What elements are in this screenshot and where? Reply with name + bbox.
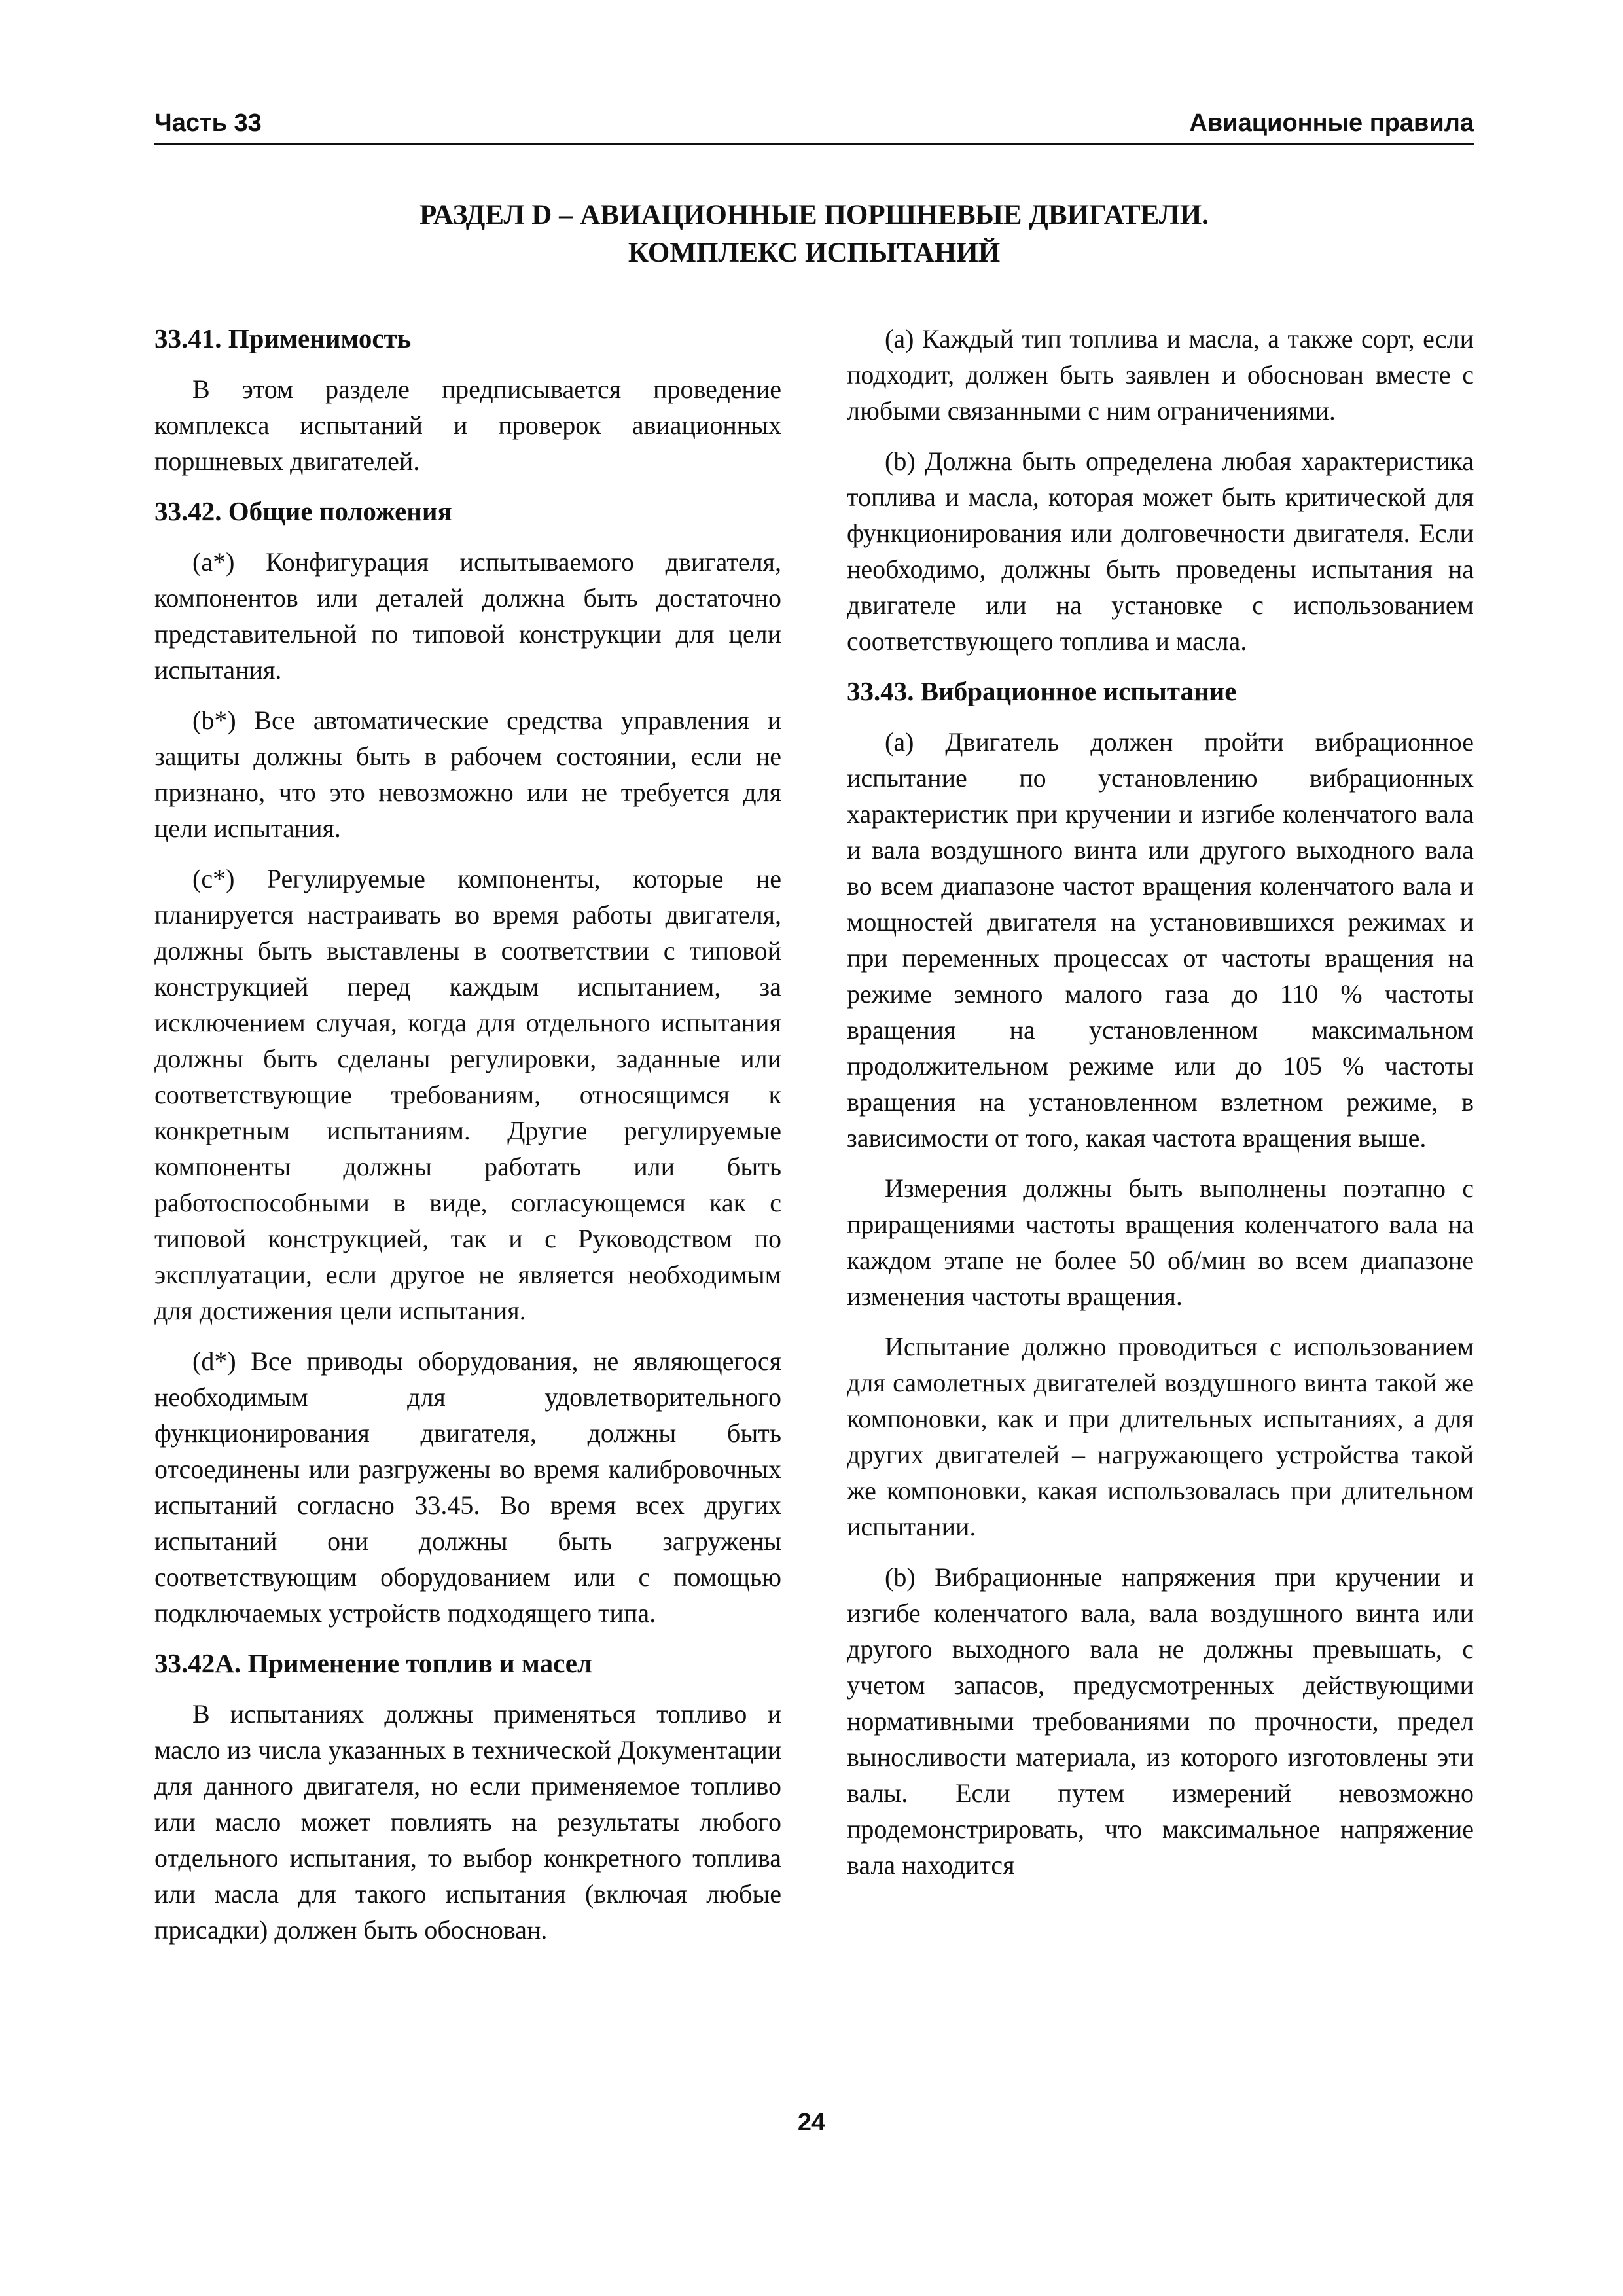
header-rules-title: Авиационные правила (1189, 109, 1474, 137)
section-title-line-1: РАЗДЕЛ D – АВИАЦИОННЫЕ ПОРШНЕВЫЕ ДВИГАТЕЛИ. (419, 200, 1209, 230)
paragraph-33-42-a: (а*) Конфигурация испытываемого двигателя, компонентов или деталей должна быть достаточно представительной по типовой конструкции для цели испытания. (154, 547, 781, 685)
paragraph-33-42A-a: (a) Каждый тип топлива и масла, а также сорт, если подходит, должен быть заявлен и обоснован вместе с любыми связанными с ним ограничениями. (847, 324, 1474, 425)
paragraph-33-43-b: (b) Вибрационные напряжения при кручении и изгибе коленчатого вала, вала воздушного винта или другого выходного вала не должны превышать, с учетом запасов, предусмотренных действующими нормативными требованиями по прочности, предел выносливости материала, из которого изготовлены эти валы. Если путем измерений невозможно продемонстрировать, что максимальное напряжение вала находится (847, 1562, 1474, 1880)
header-part-label: Часть 33 (154, 109, 262, 137)
paragraph-33-42A-b: (b) Должна быть определена любая характеристика топлива и масла, которая может быть критической для функционирования или долговечности двигателя. Если необходимо, должны быть проведены испытания на двигателе или на установке с использованием соответствующего топлива и масла. (847, 446, 1474, 656)
section-title-line-2: КОМПЛЕКС ИСПЫТАНИЙ (628, 238, 1001, 268)
paragraph-33-42-d: (d*) Все приводы оборудования, не являющегося необходимым для удовлетворительного функционирования двигателя, должны быть отсоединены или разгружены во время калибровочных испытаний согласно 33.45. Во время всех других испытаний они должны быть загружены соответствующим оборудованием или с помощью подключаемых устройств подходящего типа. (154, 1346, 781, 1628)
section-title (154, 196, 1474, 272)
paragraph-33-42-c: (c*) Регулируемые компоненты, которые не планируется настраивать во время работы двигателя, должны быть выставлены в соответствии с типовой конструкцией перед каждым испытанием, за исключением случая, когда для отдельного испытания должны быть сделаны регулировки, заданные или соответствующие требованиям, относящимся к конкретным испытаниям. Другие регулируемые компоненты должны работать или быть работоспособными в виде, согласующемся как с типовой конструкцией, так и с Руководством по эксплуатации, если другое не является необходимым для достижения цели испытания. (154, 864, 781, 1325)
heading-33-42: 33.42. Общие положения (154, 496, 452, 526)
page-number: 24 (797, 2109, 826, 2136)
right-column (847, 321, 1474, 1897)
heading-33-43: 33.43. Вибрационное испытание (847, 676, 1237, 706)
paragraph-33-42-b: (b*) Все автоматические средства управления и защиты должны быть в рабочем состоянии, если не признано, что это невозможно или не требуется для цели испытания. (154, 706, 781, 843)
left-column (154, 321, 781, 1962)
running-header (154, 105, 1474, 145)
paragraph-33-42A: В испытаниях должны применяться топливо и масло из числа указанных в технической Документации для данного двигателя, но если применяемое топливо или масло может повлиять на результаты любого отдельного испытания, то выбор конкретного топлива или масла для такого испытания (включая любые присадки) должен быть обоснован. (154, 1699, 781, 1945)
paragraph-33-43-a: (a) Двигатель должен пройти вибрационное испытание по установлению вибрационных характеристик при кручении и изгибе коленчатого вала и вала воздушного винта или другого выходного вала во всем диапазоне частот вращения коленчатого вала и мощностей двигателя на установившихся режимах и при переменных процессах от частоты вращения на режиме земного малого газа до 110 % частоты вращения на установленном максимальном продолжительном режиме или до 105 % частоты вращения на установленном взлетном режиме, в зависимости от того, какая частота вращения выше. (847, 727, 1474, 1153)
paragraph-33-43-test-setup: Испытание должно проводиться с использованием для самолетных двигателей воздушного винта такой же компоновки, как и при длительных испытаниях, а для других двигателей – нагружающего устройства такой же компоновки, какая использовалась при длительном испытании. (847, 1332, 1474, 1541)
heading-33-41: 33.41. Применимость (154, 323, 412, 353)
paragraph-33-41: В этом разделе предписывается проведение комплекса испытаний и проверок авиационных поршневых двигателей. (154, 374, 781, 476)
paragraph-33-43-measurements: Измерения должны быть выполнены поэтапно с приращениями частоты вращения коленчатого вала на каждом этапе не более 50 об/мин во всем диапазоне изменения частоты вращения. (847, 1174, 1474, 1311)
heading-33-42A: 33.42А. Применение топлив и масел (154, 1648, 592, 1678)
